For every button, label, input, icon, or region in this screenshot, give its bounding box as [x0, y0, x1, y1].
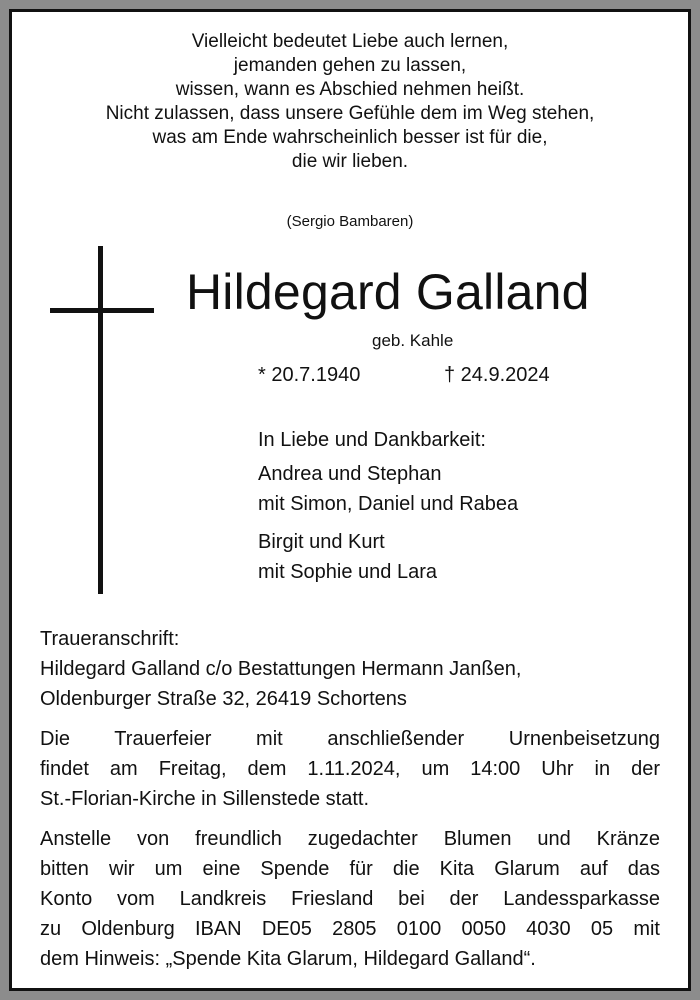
donation-line: bitten wir um eine Spende für die Kita Glarum auf das — [40, 858, 660, 880]
poem-line: Vielleicht bedeutet Liebe auch lernen, — [191, 31, 509, 52]
notice-body — [40, 624, 660, 984]
mourner-line: Andrea und Stephan — [258, 463, 442, 485]
mourners — [258, 425, 518, 595]
poem-line: was am Ende wahrscheinlich besser ist für die, — [152, 127, 548, 148]
mourner-line: Birgit und Kurt — [258, 531, 385, 553]
poem-line: jemanden gehen zu lassen, — [233, 55, 467, 76]
death-date: † 24.9.2024 — [444, 364, 550, 386]
deceased-name: Hildegard Galland — [186, 264, 590, 320]
address-line: Hildegard Galland c/o Bestattungen Hermann Janßen, — [40, 658, 522, 680]
address-line: Oldenburger Straße 32, 26419 Schortens — [40, 688, 407, 710]
mourner-line: mit Simon, Daniel und Rabea — [258, 493, 519, 515]
donation-line: Konto vom Landkreis Friesland bei der Landessparkasse — [40, 888, 660, 910]
ceremony-line: findet am Freitag, dem 1.11.2024, um 14:00 Uhr in der — [40, 758, 660, 780]
poem-line: wissen, wann es Abschied nehmen heißt. — [175, 79, 525, 100]
mourner-group — [258, 527, 518, 587]
ceremony-block — [40, 724, 660, 814]
cross-icon-vertical — [98, 246, 103, 594]
maiden-name: geb. Kahle — [372, 331, 454, 350]
donation-line: zu Oldenburg IBAN DE05 2805 0100 0050 4030 05 mit — [40, 918, 660, 940]
mourners-heading: In Liebe und Dankbarkeit: — [258, 429, 486, 451]
poem-line: die wir lieben. — [291, 151, 409, 172]
address-block — [40, 624, 660, 714]
poem-line: Nicht zulassen, dass unsere Gefühle dem im Weg stehen, — [105, 103, 595, 124]
donation-block — [40, 824, 660, 974]
donation-line: Anstelle von freundlich zugedachter Blumen und Kränze — [40, 828, 660, 850]
poem — [0, 30, 700, 174]
birth-date: * 20.7.1940 — [258, 364, 361, 386]
cross-icon-horizontal — [50, 308, 154, 313]
mourner-line: mit Sophie und Lara — [258, 561, 438, 583]
mourner-group — [258, 459, 518, 519]
poem-author: (Sergio Bambaren) — [286, 213, 414, 230]
donation-line: dem Hinweis: „Spende Kita Glarum, Hildegard Galland“. — [40, 948, 536, 970]
ceremony-line: St.-Florian-Kirche in Sillenstede statt. — [40, 788, 370, 810]
ceremony-line: Die Trauerfeier mit anschließender Urnenbeisetzung — [40, 728, 660, 750]
address-line: Traueranschrift: — [40, 628, 180, 650]
